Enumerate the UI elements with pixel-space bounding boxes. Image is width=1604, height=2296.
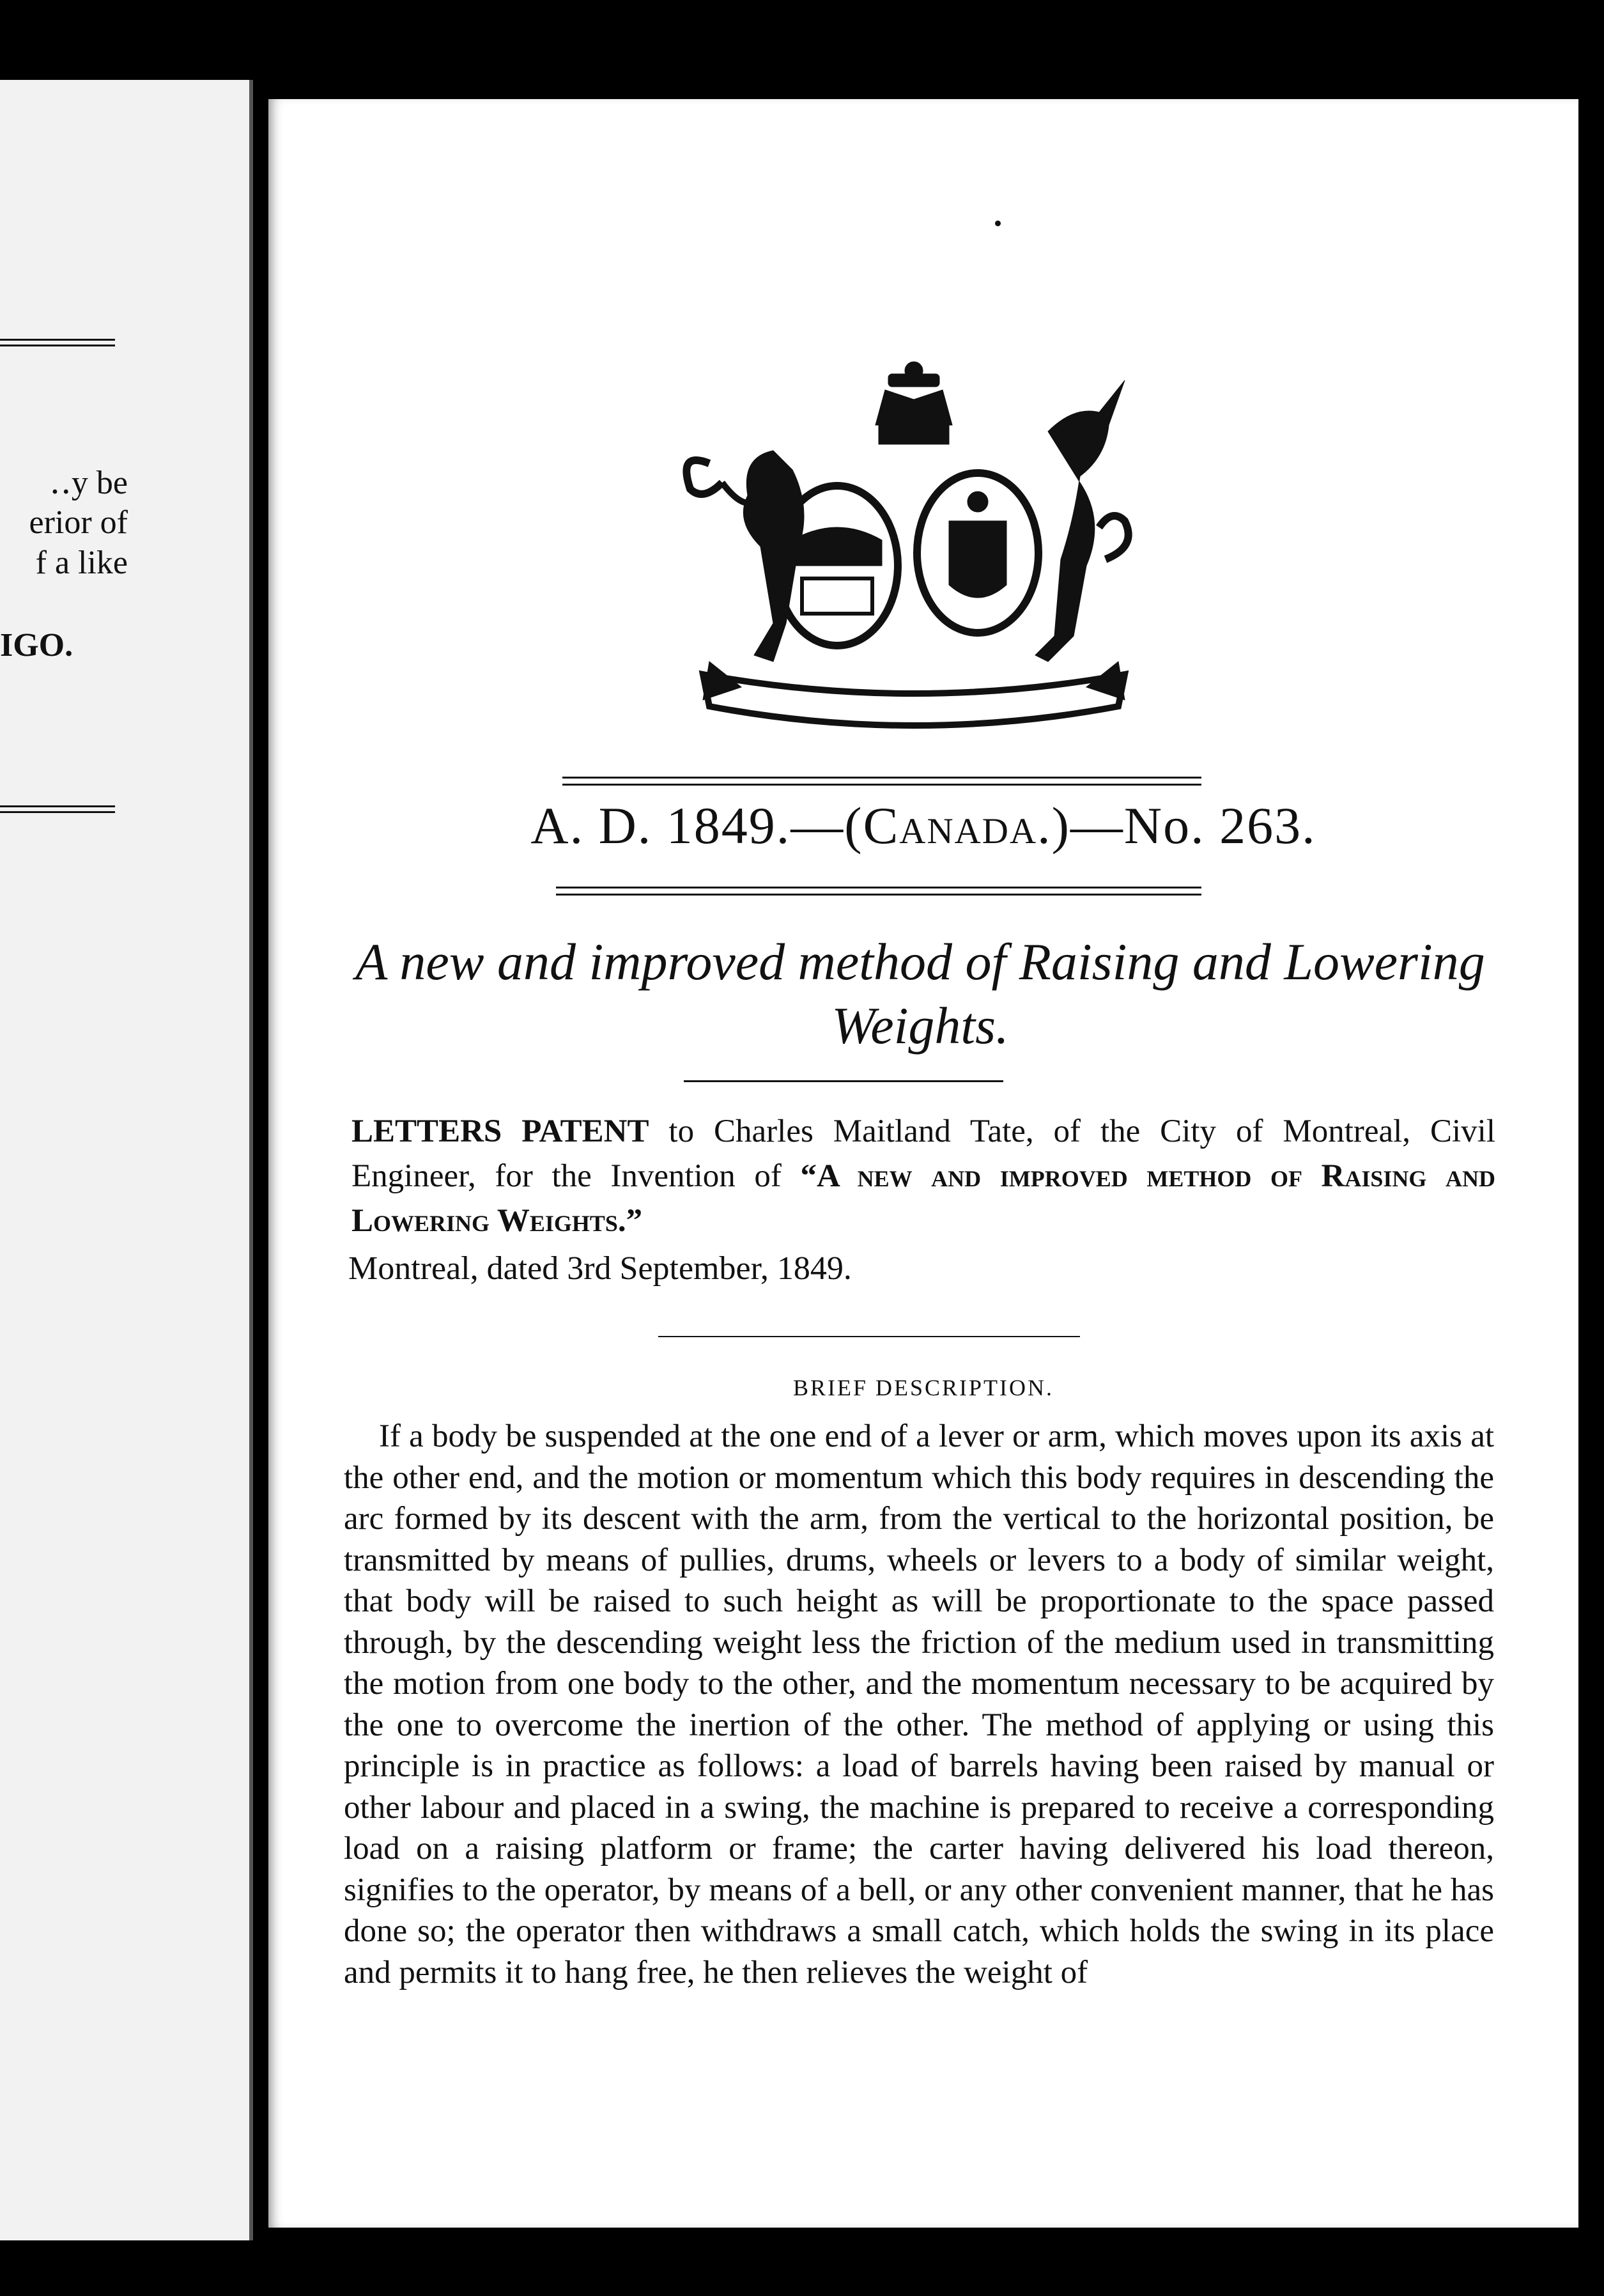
heading-rule-bottom (556, 887, 1201, 896)
section-heading: BRIEF DESCRIPTION. (792, 1375, 1054, 1400)
heading-number: No. 263. (1123, 796, 1316, 855)
patent-heading (268, 796, 1578, 856)
facing-page-rule-top (0, 339, 115, 346)
facing-page (0, 80, 253, 2240)
section-rule (658, 1336, 1080, 1337)
heading-rule-top (562, 777, 1201, 786)
heading-year: A. D. 1849. (530, 796, 791, 855)
description-text: If a body be suspended at the one end of a lever or arm, which moves upon its axis at the other end, and the motion or momentum which this body requires in descending the arc formed by its descent with the arm, from the vertical to the horizontal position, be transmitted by means of pullies, drums, wheels or levers to a body of similar weight, that body will be raised to such height as will be proportionate to the space passed through, by the descending weight less the friction of the medium used in transmitting the motion from one body to the other, and the momentum necessary to be acquired by the one to overcome the inertion of the other. The method of applying or using this principle is in practice as follows: a load of barrels having been raised by manual or other labour and placed in a swing, the machine is prepared to receive a corresponding load on a raising platform or frame; the carter having delivered his load thereon, signifies to the operator, by means of a bell, or any other convenient manner, that he has done so; the operator then withdraws a small catch, which holds the swing in its place and permits it to hang free, he then relieves the weight of (344, 1418, 1494, 1990)
letters-patent-lead: LETTERS PATENT (351, 1113, 649, 1149)
facing-page-line-3: f a like (35, 545, 128, 581)
facing-page-rule-bottom (0, 805, 115, 813)
patent-page (268, 99, 1578, 2228)
facing-page-line-2: erior of (29, 504, 128, 541)
letters-patent-paragraph (351, 1109, 1495, 1243)
invention-name: “A new and improved method of Raising and Lowering Weights.” (351, 1158, 1495, 1239)
heading-region: —(Canada.)— (790, 796, 1124, 855)
patent-title: A new and improved method of Raising and Lowering Weights. (355, 933, 1485, 1055)
title-rule (684, 1080, 1003, 1082)
dated-line: Montreal, dated 3rd September, 1849. (348, 1250, 852, 1287)
ink-speck (995, 221, 1001, 226)
facing-page-line-4: IGO. (0, 627, 73, 663)
facing-page-line-1: ‥y be (49, 465, 128, 501)
description-paragraph (344, 1416, 1494, 1993)
letters-patent-body: to Charles Maitland Tate, of the City of Montreal, Civil Engineer, for the Invention of (351, 1113, 1495, 1194)
coat-of-arms-icon (665, 355, 1163, 757)
